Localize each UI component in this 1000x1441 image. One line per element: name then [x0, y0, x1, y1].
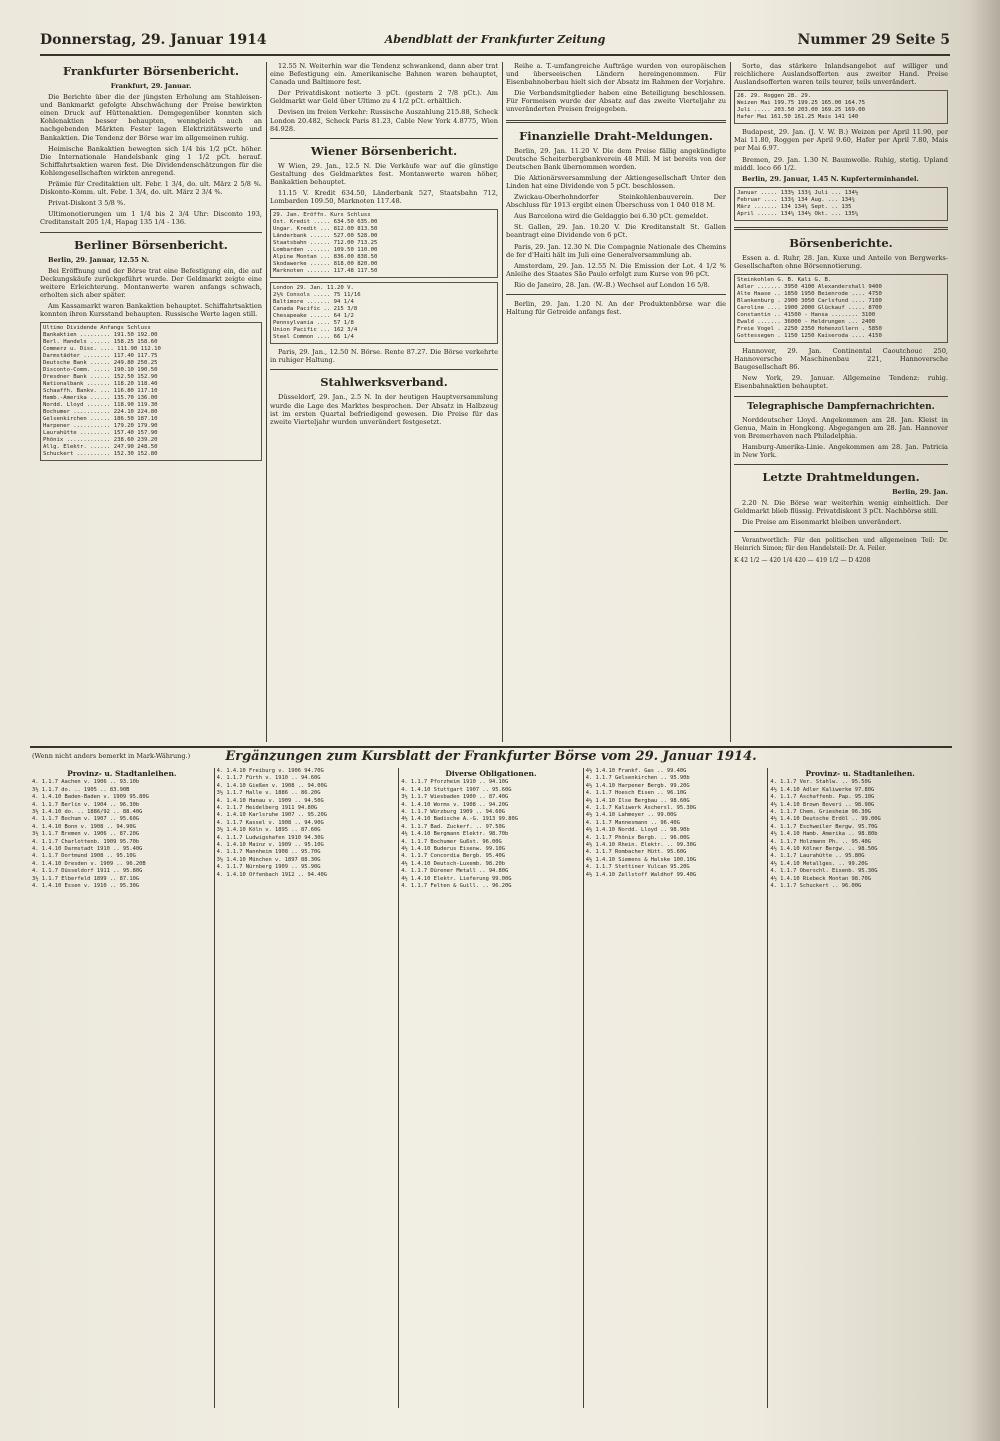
wire-item: Amsterdam, 29. Jan. 12.55 N. Die Emission der Lot. 4 1/2 % Anleihe des Staates São Paulo erfolgt zum Kurse von 96 pCt.: [506, 261, 726, 278]
grain-price-table: 28. 29. Roggen 28. 29. Weizen Mai 199.75 199.25 165.00 164.75 Juli ..... 203.50 203.00 169.25 169.00 Hafer Mai 161.50 161.25 Mais 141 140: [734, 90, 948, 124]
supplement-row: 4. 1.1.7 Bochumer Gußst. 96.00G: [401, 838, 502, 845]
supplement-row: 4. 1.1.7 Fürth v. 1910 .. 94.60G: [216, 775, 321, 782]
supplement-row: 4. 1.1.7 Ludwigshafen 1910 94.30G: [216, 834, 324, 841]
wire-item: Zwickau-Oberhohndorfer Steinkohlenbauverein. Der Abschluss für 1913 ergibt einen Überschuss von 1 040 018 M.: [506, 193, 726, 210]
column-3: [506, 62, 726, 742]
grain-market-paragraph: Sorte, das stärkere Inlandsangebot auf williger und reichlichere Auslandsofferten aus zweiter Hand. Preise Auslandsofferten waren teils teurer, teils unverändert.: [734, 62, 948, 87]
supplement-row: 3½ 1.4.10 München v. 1897 88.30G: [216, 856, 321, 863]
supplement-row: 4½ 1.4.10 Buderus Eisenw. 99.10G: [401, 846, 506, 853]
wire-item: St. Gallen, 29. Jan. 10.20 V. Die Kreditanstalt St. Gallen beantragt eine Dividende von 6 pCt.: [506, 223, 726, 240]
column-1: [40, 62, 262, 742]
supplement-row: 4. 1.1.7 Mannesmann .. 96.40G: [585, 819, 680, 826]
supplement-row: 4. 1.1.7 Hoesch Eisen .. 96.10G: [585, 790, 687, 797]
supplement-row: 4. 1.4.10 Bonn v. 1908 .. 94.90G: [32, 823, 136, 830]
wire-item: Die Aktionärsversammlung der Aktiengesellschaft Unter den Linden hat eine Dividende von 5 pCt. beschlossen.: [506, 173, 726, 190]
supplement-row: 4. 1.1.7 Chem. Griesheim 96.30G: [770, 809, 871, 816]
supplement-row: 4. 1.1.7 Düsseldorf 1911 .. 95.80G: [32, 868, 143, 875]
section-divider: [734, 396, 948, 397]
supplement-title: Ergänzungen zum Kursblatt der Frankfurter Börse vom 29. Januar 1914.: [225, 749, 757, 764]
supplement-row: 4½ 1.4.10 Nordd. Lloyd .. 98.90b: [585, 827, 690, 834]
column-rule: [730, 62, 731, 742]
latest-paragraph: 2.20 N. Die Börse war weiterhin wenig einheitlich. Der Geldmarkt blieb flüssig. Privatdiskont 3 pCt. Nachbörse still.: [734, 499, 948, 516]
bremen-paragraph: Bremen, 29. Jan. 1.30 N. Baumwolle. Ruhig, stetig. Upland middl. loco 66 1/2.: [734, 155, 948, 172]
wire-item: Paris, 29. Jan. 12.30 N. Die Compagnie Nationale des Chemins de fer d'Haiti hält im Juli eine Generalversammlung ab.: [506, 242, 726, 259]
supplement-row: 4. 1.4.10 Mainz v. 1909 .. 95.10G: [216, 842, 324, 849]
supplement-rows: [401, 779, 581, 890]
steamer-news-title: Telegraphische Dampfernachrichten.: [747, 401, 935, 412]
supplement-row: 4½ 1.4.10 Elektr. Lieferung 99.00G: [401, 875, 512, 882]
supplement-row: 4½ 1.4.10 Zellstoff Waldhof 99.40G: [585, 871, 697, 878]
section-divider: [270, 369, 498, 370]
supplement-rows: [217, 768, 397, 879]
section-divider: [270, 138, 498, 139]
section-divider: [734, 227, 948, 230]
devisen-paragraph: Devisen im freien Verkehr: Russische Auszahlung 215.88, Scheck London 20.482, Scheck Paris 81.23, Cable New York 4.8775, Wien 84.928.: [270, 108, 498, 133]
header-date: Donnerstag, 29. Januar 1914: [40, 32, 267, 48]
supplement-row: 4. 1.4.10 Gießen v. 1908 .. 94.00G: [216, 782, 327, 789]
frankfurt-paragraph: Prämie für Creditaktien ult. Febr. 1 3/4, do. ult. März 2 5/8 %. Diskonto-Komm. ult. Febr. 1 3/4, do. ult. März 2 3/4 %.: [40, 180, 262, 197]
supplement-row: 4½ 1.4.10 Riebeck Montan 98.70G: [770, 875, 871, 882]
imprint: Verantwortlich: Für den politischen und allgemeinen Teil: Dr. Heinrich Simon; für den Handelsteil: Dr. A. Feiler.: [734, 537, 948, 553]
supplement-row: 3½ 1.4.10 Köln v. 1895 .. 87.60G: [216, 827, 321, 834]
supplement-row: 4. 1.1.7 Aschaffenb. Pap. 95.10G: [770, 794, 875, 801]
supplement-row: 4. 1.4.10 Baden-Baden v. 1909 95.80G: [32, 794, 149, 801]
supplement-section: [30, 746, 952, 1408]
section-divider: [506, 294, 726, 295]
supplement-heading: Provinz- u. Stadtanleihen.: [805, 769, 915, 778]
supplement-rows: [586, 768, 766, 879]
wire-item: Berlin, 29. Jan. 11.20 V. Die dem Preise fällig angekündigte Deutsche Scheiterbergbankverein 48 Mill. M ist bereits von der Deutschen Bank übernommen worden.: [506, 146, 726, 171]
financial-wire-title: Finanzielle Draht-Meldungen.: [519, 128, 713, 143]
supplement-row: 4. 1.4.10 Essen v. 1910 .. 95.30G: [32, 883, 140, 890]
frankfurt-report-title: Frankfurter Börsenbericht.: [63, 64, 239, 78]
hannover-paragraph: Hannover, 29. Jan. Continental Caoutchouc 250, Hannoversche Maschinenbau 221, Hannoversche Baugesellschaft 86.: [734, 347, 948, 372]
supplement-row: 4. 1.1.7 Felten & Guill. .. 96.20G: [401, 883, 512, 890]
supplement-column: [583, 768, 768, 1408]
supplement-row: 4. 1.1.7 Dortmund 1908 .. 95.10G: [32, 853, 136, 860]
supplement-row: 4½ 1.4.10 Deutsch-Luxemb. 98.20b: [401, 860, 506, 867]
section-divider: [734, 464, 948, 465]
supplement-row: 4. 1.4.10 Karlsruhe 1907 .. 95.20G: [216, 812, 327, 819]
wire-item: Rio de Janeiro, 28. Jan. (W.-B.) Wechsel auf London 16 5/8.: [514, 280, 710, 289]
supplement-row: 4½ 1.4.10 Ilse Bergbau .. 98.60G: [585, 797, 690, 804]
supplement-row: 4. 1.1.7 Eschweiler Bergw. 95.70G: [770, 823, 878, 830]
supplement-row: 4. 1.4.10 Hanau v. 1909 .. 94.50G: [216, 797, 324, 804]
supplement-row: 4. 1.1.7 Bochum v. 1907 .. 95.60G: [32, 816, 140, 823]
steelworks-title: Stahlwerksverband.: [320, 375, 448, 390]
supplement-row: 4. 1.1.7 Phönix Bergb. .. 96.00G: [585, 834, 690, 841]
column-rule: [502, 62, 503, 742]
supplement-column: [30, 768, 214, 1408]
supplement-row: 3½ 1.1.7 Halle v. 1886 .. 86.20G: [216, 790, 321, 797]
supplement-column: [767, 768, 952, 1408]
berlin-paragraph: Am Kassamarkt waren Bankaktien behauptet. Schiffahrtsaktien konnten ihren Kursstand behaupten. Russische Werte lagen still.: [40, 301, 262, 319]
supplement-row: 4. 1.4.10 Stuttgart 1907 .. 95.60G: [401, 786, 512, 793]
london-price-table: London 29. Jan. 11.20 V. 2½% Consols ..... 75 11/16 Baltimore ....... 94 1/4 Canada Pacific .. 215 3/8 Chesapeake ...... 64 1/2 Pennsylvania .... 57 1/8 Union Pacific ... 162 3/4 Steel Common .... 66 1/4: [270, 282, 498, 344]
supplement-row: 4. 1.1.7 Holzmann Ph. .. 95.40G: [770, 838, 871, 845]
supplement-heading: Provinz- u. Stadtanleihen.: [67, 769, 177, 778]
supplement-columns: [30, 768, 952, 1408]
steelworks-paragraph: Düsseldorf, 29. Jan., 2.5 N. In der heutigen Hauptversammlung wurde die Lage des Marktes besprochen. Der Absatz in Halbzeug ist im ersten Quartal befriedigend gewesen. Die Preise für das zweite Vierteljahr wurden unverändert festgesetzt.: [270, 393, 498, 426]
section-divider: [506, 120, 726, 123]
page-edge-shadow: [970, 0, 1000, 1441]
steamer-paragraph: Norddeutscher Lloyd. Angekommen am 28. Jan. Kleist in Genua, Main in Hongkong. Abgegangen am 28. Jan. Hannover von Bremerhaven nach Philadelphia.: [734, 415, 948, 440]
steelworks-continued: Reihe a. T.-umfangreiche Aufträge wurden von europäischen und überseeischen Ländern hereingenommen. Für Eisenbahnoberbau hielt sich der Absatz im Rahmen der Vorjahre.: [506, 62, 726, 87]
supplement-row: 4½ 1.4.10 Rhein. Elektr. .. 99.30G: [585, 842, 697, 849]
kuxe-table: Steinkohlen G. B. Kali G. B. Adler ....... 3950 4100 Alexandershall 9400 Alte Haase .. 1850 1950 Beienrode .... 4750 Blankenburg . 2900 3050 Carlsfund .... 7100 Caroline .... 1900 2000 Glückauf ..... 8700 Constantin .. 41500 - Hansa ........ 3100 Ewald ....... 36000 - Heldrungen ... 2400 Freie Vogel . 2250 2350 Hohenzollern . 5850 Gottessegen . 1150 1250 Kaiseroda .... 4150: [734, 274, 948, 343]
exchange-reports-title: Börsenberichte.: [789, 235, 893, 250]
supplement-row: 4½ 1.4.10 Deutsche Erdöl .. 99.00G: [770, 816, 881, 823]
supplement-row: 4½ 1.4.10 Bergmann Elektr. 98.70b: [401, 831, 509, 838]
header-page-number: Nummer 29 Seite 5: [797, 32, 950, 48]
supplement-row: 4. 1.1.7 Pforzheim 1910 .. 94.10G: [401, 779, 509, 786]
wire-item: Aus Barcelona wird die Geldaggio bei 6.30 pCt. gemeldet.: [514, 212, 709, 221]
supplement-row: 4. 1.1.7 Dürener Metall .. 94.80G: [401, 868, 509, 875]
supplement-row: 3½ 1.1.7 Bremen v. 1906 .. 87.20G: [32, 831, 140, 838]
supplement-row: 4. 1.1.7 Stettiner Vulcan 95.20G: [585, 864, 690, 871]
supplement-row: 4½ 1.4.10 Hamb. Amerika .. 98.80b: [770, 831, 878, 838]
supplement-row: 4½ 1.4.10 Badische A.-G. 1913 99.80G: [401, 816, 519, 823]
frankfurt-paragraph: Heimische Bankaktien bewegten sich 1/4 bis 1/2 pCt. höher. Die Internationale Handelsbank ging 1 1/2 pCt. herauf. Schiffahrtsaktien waren fest. Die Dividendenschätzungen für die Kohlengesellschaften wirkten anregend.: [40, 144, 262, 177]
frankfurt-paragraph: Die Berichte über die der jüngsten Erholung am Stahleisen- und Bankmarkt gefolgte Abschwächung der Preise bewirkten einen Druck auf Hüttenaktien. Demgegenüber konnten sich Kohlenaktien besser behaupten, wenngleich auch an nachgebenden Märkten Fester lagen Elektrizitätswerte und Bankaktien. Die Tendenz der Börse war im allgemeinen ruhig.: [40, 93, 262, 142]
supplement-row: 4. 1.4.10 Worms v. 1908 .. 94.20G: [401, 801, 509, 808]
steamer-paragraph: Hamburg-Amerika-Linie. Angekommen am 28. Jan. Patricia in New York.: [734, 442, 948, 459]
supplement-row: 3½ 1.1.7 Elberfeld 1899 .. 87.10G: [32, 875, 140, 882]
latest-wire-title: Letzte Drahtmeldungen.: [762, 469, 920, 484]
currency-note: (Wenn nicht anders bemerkt in Mark-Währung.): [32, 752, 191, 760]
supplement-row: 4. 1.1.7 Laurahütte .. 95.80G: [770, 853, 865, 860]
supplement-row: 4. 1.4.10 Darmstadt 1910 .. 95.40G: [32, 846, 143, 853]
money-market-paragraph: Der Privatdiskont notierte 3 pCt. (gestern 2 7/8 pCt.). Am Geldmarkt war Geld über Ultimo zu 4 1/2 pCt. erhältlich.: [270, 89, 498, 106]
budapest-paragraph: Budapest, 29. Jan. (J. V. W. B.) Weizen per April 11.90, per Mai 11.80, Roggen per April 9.60, Hafer per April 7.80, Mais per Mai 6.97.: [734, 128, 948, 153]
supplement-row: 3½ 1.1.7 do. .. 1905 .. 83.90B: [32, 786, 130, 793]
supplement-rows: [32, 779, 212, 890]
supplement-row: 4. 1.1.7 Schuckert .. 96.00G: [770, 883, 862, 890]
supplement-row: 4½ 1.4.10 Brown Boveri .. 98.90G: [770, 801, 875, 808]
supplement-row: 4. 1.1.7 Würzburg 1909 .. 94.60G: [401, 809, 506, 816]
supplement-row: 4½ 1.4.10 Frankf. Gas .. 99.40G: [585, 768, 687, 774]
paris-paragraph: Paris, 29. Jan., 12.50 N. Börse. Rente 87.27. Die Börse verkehrte in ruhiger Haltung.: [270, 348, 498, 365]
vienna-paragraph: W Wien, 29. Jan., 12.5 N. Die Verkäufe war auf die günstige Gestaltung des Geldmarktes fest. Montanwerte waren höher, Bankaktien behauptet.: [270, 161, 498, 186]
copper-table: Januar ..... 133½ 133¾ Juli ... 134½ Februar .... 133¾ 134 Aug. ... 134¾ März ....... 134 134¼ Sept. .. 135 April ...... 134¼ 134½ Okt. ... 135¼: [734, 187, 948, 221]
supplement-row: 4. 1.1.7 Concordia Bergb. 95.40G: [401, 853, 506, 860]
supplement-row: 4½ 1.4.10 Siemens & Halske 100.10G: [585, 856, 697, 863]
newyork-paragraph: New York, 29. Januar. Allgemeine Tendenz: ruhig. Eisenbahnaktien behauptet.: [734, 374, 948, 391]
supplement-row: 4. 1.1.7 Oberschl. Eisenb. 95.30G: [770, 868, 878, 875]
supplement-column: [398, 768, 583, 1408]
supplement-row: 4. 1.1.7 Kassel v. 1908 .. 94.90G: [216, 819, 324, 826]
supplement-row: 4½ 1.4.10 Kölner Bergw. .. 98.50G: [770, 846, 878, 853]
supplement-row: 4. 1.1.7 Kaliwerk Aschersl. 95.30G: [585, 805, 697, 812]
frankfurt-dateline: Frankfurt, 29. Januar.: [110, 82, 192, 90]
copper-heading: Berlin, 29. Januar, 1.45 N. Kupferterminhandel.: [742, 174, 919, 183]
vienna-paragraph: 11.15 V. Kredit 634.50, Länderbank 527, Staatsbahn 712, Lombarden 109.50, Marknoten 117.48.: [270, 189, 498, 206]
supplement-row: 4. 1.1.7 Gelsenkirchen .. 95.90b: [585, 775, 690, 782]
supplement-row: 4½ 1.4.10 Harpener Bergb. 99.20G: [585, 782, 690, 789]
steelworks-continued: Die Verbandsmitglieder haben eine Beteiligung beschlossen. Für Formeisen wurde der Absatz auf das zweite Vierteljahr zu unveränderten Preisen freigegeben.: [506, 89, 726, 114]
supplement-row: 4. 1.4.10 Offenbach 1912 .. 94.40G: [216, 871, 327, 878]
supplement-row: 4½ 1.4.10 Adler Kaliwerke 97.80G: [770, 786, 875, 793]
column-4: [734, 62, 948, 742]
supplement-rows: [770, 779, 950, 890]
section-divider: [40, 232, 262, 233]
supplement-column: [214, 768, 399, 1408]
imprint-code: K 42 1/2 — 420 1/4 420 — 419 1/2 — D 4208: [734, 556, 871, 564]
column-rule: [266, 62, 267, 742]
supplement-row: 4. 1.1.7 Nürnberg 1909 .. 95.90G: [216, 864, 321, 871]
header-masthead: Abendblatt der Frankfurter Zeitung: [384, 33, 606, 46]
supplement-row: 4. 1.4.10 Dresden v. 1909 .. 96.20B: [32, 860, 146, 867]
vienna-report-title: Wiener Börsenbericht.: [310, 143, 458, 158]
page-header: [40, 30, 950, 56]
supplement-row: 4. 1.1.7 Berlin v. 1904 .. 96.30b: [32, 801, 140, 808]
section-divider: [734, 531, 948, 532]
berlin-continued-paragraph: 12.55 N. Weiterhin war die Tendenz schwankend, dann aber trat eine Befestigung ein. Amerikanische Bahnen waren behauptet, Canada und Baltimore fest.: [270, 62, 498, 87]
berlin-paragraph: Bei Eröffnung und der Börse trat eine Befestigung ein, die auf Deckungskäufe zurückgeführt wurde. Der Geldmarkt zeigte eine weitere Erleichterung. Montanwerte waren anfangs schwach, erholten sich aber später.: [40, 266, 262, 299]
frankfurt-paragraph: Ultimonotierungen um 1 1/4 bis 2 3/4 Uhr: Disconto 193, Creditanstalt 205 1/4, Hapag 135 1/4 - 136.: [40, 210, 262, 227]
supplement-row: 4½ 1.4.10 Lahmeyer .. 99.00G: [585, 812, 677, 819]
supplement-heading: Diverse Obligationen.: [445, 769, 537, 778]
supplement-row: 4. 1.1.7 Charlottenb. 1909 95.70b: [32, 838, 140, 845]
supplement-row: 4. 1.1.7 Bad. Zuckerf. .. 97.50G: [401, 823, 506, 830]
supplement-row: 4. 1.1.7 Heidelberg 1911 94.80G: [216, 805, 318, 812]
supplement-row: 4. 1.4.10 Freiburg v. 1906 94.70G: [216, 768, 324, 774]
latest-dateline: Berlin, 29. Jan.: [892, 487, 948, 496]
berlin-report-title: Berliner Börsenbericht.: [74, 237, 228, 252]
latest-paragraph: Die Preise am Eisenmarkt bleiben unverändert.: [742, 518, 902, 527]
supplement-row: 4. 1.1.7 Rombacher Hütt. 95.60G: [585, 849, 687, 856]
berlin-price-table: Ultimo Dividende Anfangs Schluss Bankaktien ......... 191.50 192.00 Berl. Handels ...... 158.25 158.60 Commerz u. Disc. .... 111.90 112.10 Darmstädter ........ 117.40 117.75 Deutsche Bank ...... 249.80 250.25 Disconto-Comm. ..... 190.10 190.50 Dresdner Bank ...... 152.50 152.90 Nationalbank ....... 118.20 118.40 Schaaffh. Bankv. ... 116.80 117.10 Hamb.-Amerika ...... 135.70 136.00 Nordd. Lloyd ....... 118.90 119.30 Bochumer ........... 224.10 224.80 Gelsenkirchen ...... 186.50 187.10 Harpener ........... 179.20 179.90 Laurahütte ......... 157.40 157.90 Phönix ............. 238.60 239.20 Allg. Elektr. ...... 247.90 248.50 Schuckert .......... 152.30 152.80: [40, 322, 262, 461]
frankfurt-paragraph: Privat-Diskont 3 5/8 %.: [48, 199, 126, 208]
supplement-row: 4. 1.1.7 Ver. Stahlw. .. 95.50G: [770, 779, 871, 786]
berlin-dateline: Berlin, 29. Januar, 12.55 N.: [48, 255, 150, 264]
supplement-row: 4. 1.1.7 Mannheim 1908 .. 95.70G: [216, 849, 321, 856]
supplement-row: 3½ 1.1.7 Wiesbaden 1900 .. 87.40G: [401, 794, 509, 801]
column-2: [270, 62, 498, 742]
vienna-price-table: 29. Jan. Eröffn. Kurs Schluss Öst. Kredit ..... 634.50 635.00 Ungar. Kredit ... 812.00 813.50 Länderbank ...... 527.00 528.00 Staatsbahn ...... 712.00 713.25 Lombarden ....... 109.50 110.00 Alpine Montan ... 836.00 838.50 Skodawerke ...... 818.00 820.00 Marknoten ....... 117.48 117.50: [270, 209, 498, 278]
essen-paragraph: Essen a. d. Ruhr, 28. Jan. Kuxe und Anteile von Bergwerks-Gesellschaften ohne Börsennotierung.: [734, 253, 948, 270]
supplement-row: 4. 1.1.7 Aachen v. 1906 .. 93.10b: [32, 779, 140, 786]
supplement-row: 4½ 1.4.10 Metallges. .. 99.20G: [770, 860, 868, 867]
supplement-row: 3½ 1.4.10 do. .. 1886/92 .. 88.40G: [32, 809, 143, 816]
wire-item: Berlin, 29. Jan. 1.20 N. An der Produktenbörse war die Haltung für Getreide anfangs fest.: [506, 299, 726, 317]
